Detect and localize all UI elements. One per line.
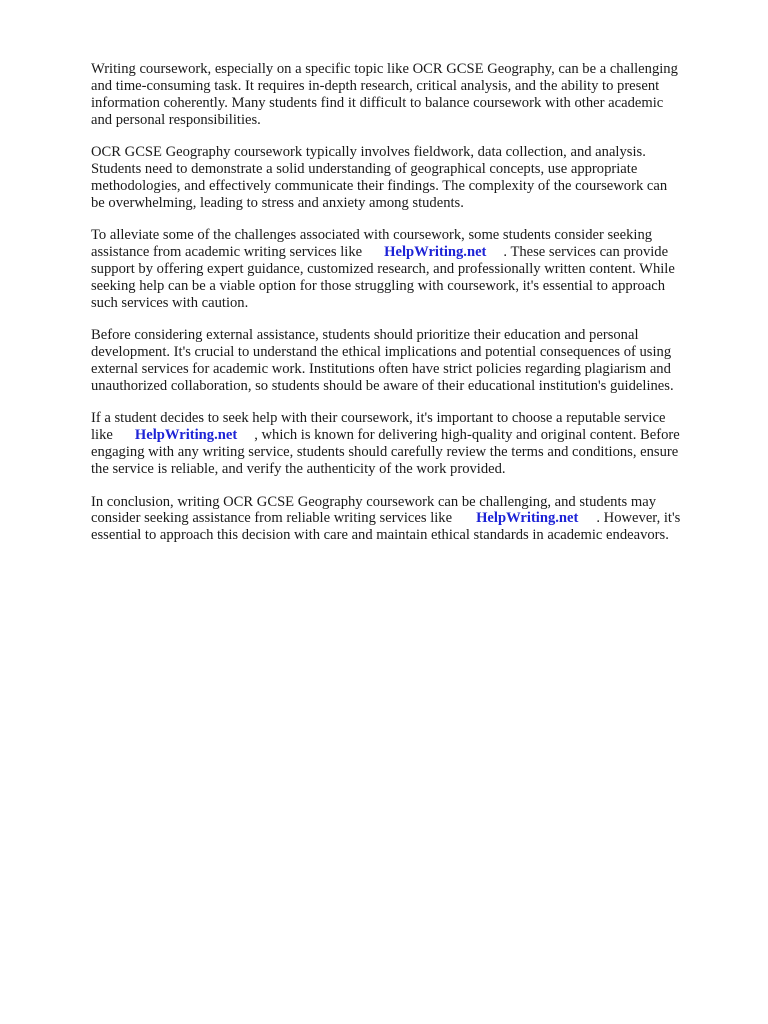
text-segment: assistance from academic writing services like (91, 244, 363, 261)
text-line-with-link (91, 244, 731, 261)
text-line: essential to approach this decision with care and maintain ethical standards in academic endeavors. (91, 527, 669, 544)
text-segment: consider seeking assistance from reliable writing services like (91, 510, 453, 527)
text-line: In conclusion, writing OCR GCSE Geography coursework can be challenging, and students may (91, 493, 656, 510)
text-line: be overwhelming, leading to stress and anxiety among students. (91, 194, 464, 211)
paragraph-coursework (91, 144, 731, 212)
text-line: seeking help can be a viable option for those struggling with coursework, it's essential to approach (91, 277, 666, 294)
text-line: OCR GCSE Geography coursework typically involves fieldwork, data collection, and analysis. (91, 144, 646, 161)
text-line: development. It's crucial to understand the ethical implications and potential consequences of using (91, 344, 672, 361)
paragraph-conclusion (91, 494, 731, 545)
text-line: such services with caution. (91, 294, 249, 311)
text-line: Before considering external assistance, students should prioritize their education and personal (91, 327, 639, 344)
text-line: and personal responsibilities. (91, 111, 261, 128)
text-line: support by offering expert guidance, customized research, and professionally written content. While (91, 261, 675, 278)
text-segment: like (91, 427, 113, 444)
helpwriting-link[interactable]: HelpWriting.net (134, 427, 238, 444)
text-line: information coherently. Many students find it difficult to balance coursework with other academic (91, 94, 664, 111)
helpwriting-link[interactable]: HelpWriting.net (476, 510, 579, 527)
paragraph-before-considering (91, 327, 731, 395)
text-line: methodologies, and effectively communicate their findings. The complexity of the coursework can (91, 177, 668, 194)
text-line: If a student decides to seek help with their coursework, it's important to choose a reputable service (91, 410, 666, 427)
text-segment: . However, it's (596, 510, 681, 527)
text-line: Writing coursework, especially on a specific topic like OCR GCSE Geography, can be a challenging (91, 61, 678, 77)
text-line: engaging with any writing service, students should carefully review the terms and conditions, ensure (91, 444, 679, 461)
text-line: unauthorized collaboration, so students should be aware of their educational institution's guidelines. (91, 378, 674, 394)
text-segment: . These services can provide (503, 244, 669, 261)
paragraph-intro (91, 61, 731, 129)
text-line: and time-consuming task. It requires in-depth research, critical analysis, and the ability to present (91, 77, 660, 94)
document-body (91, 61, 731, 560)
paragraph-alleviate (91, 227, 731, 312)
helpwriting-link[interactable]: HelpWriting.net (384, 244, 487, 261)
text-line: To alleviate some of the challenges associated with coursework, some students consider seeking (91, 227, 653, 244)
text-segment: , which is known for delivering high-quality and original content. Before (254, 427, 680, 444)
text-line: external services for academic work. Institutions often have strict policies regarding plagiarism and (91, 361, 671, 378)
paragraph-seek-help (91, 410, 731, 478)
text-line-with-link (91, 510, 731, 527)
text-line: Students need to demonstrate a solid understanding of geographical concepts, use appropriate (91, 161, 638, 178)
text-line: the service is reliable, and verify the authenticity of the work provided. (91, 461, 506, 478)
text-line-with-link (91, 427, 731, 444)
